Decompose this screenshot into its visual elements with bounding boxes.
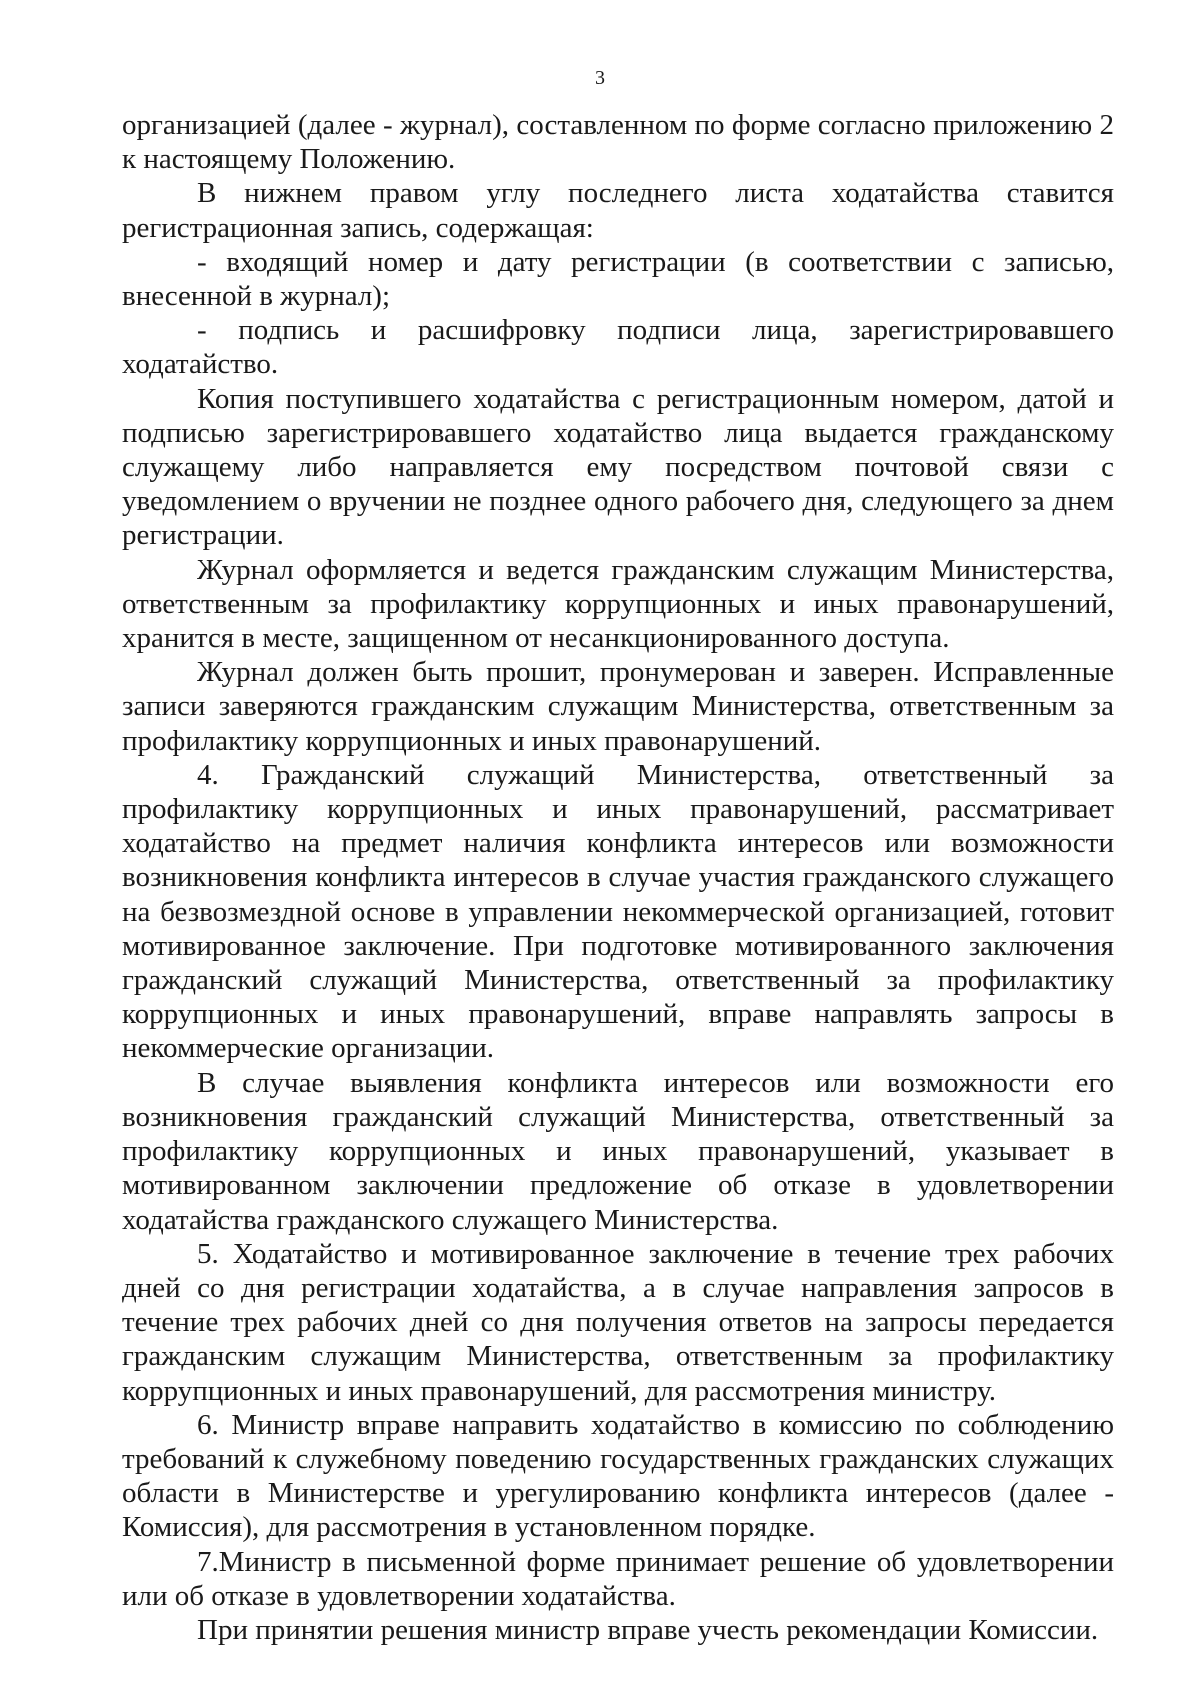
paragraph-conflict-case: В случае выявления конфликта интересов или возможности его возникновения гражданский служащий Министерства, ответственный за профилактику коррупционных и иных правонарушений, указывает в мотивированном заключении предложение об отказе в удовлетворении ходатайства гражданского служащего Министерства. bbox=[122, 1066, 1114, 1236]
paragraph-clause-6: 6. Министр вправе направить ходатайство в комиссию по соблюдению требований к служебному поведению государственных гражданских служащих области в Министерстве и урегулированию конфликта интересов (далее - Комиссия), для рассмотрения в установленном порядке. bbox=[122, 1408, 1114, 1544]
paragraph-copy-issuance: Копия поступившего ходатайства с регистрационным номером, датой и подписью зарегистрировавшего ходатайство лица выдается гражданскому служащему либо направляется ему посредством почтовой связи с уведомлением о вручении не позднее одного рабочего дня, следующего за днем регистрации. bbox=[122, 382, 1114, 552]
list-item-signature: - подпись и расшифровку подписи лица, зарегистрировавшего ходатайство. bbox=[122, 314, 1114, 381]
page-number: 3 bbox=[595, 67, 605, 89]
paragraph-clause-4: 4. Гражданский служащий Министерства, ответственный за профилактику коррупционных и иных правонарушений, рассматривает ходатайство на предмет наличия конфликта интересов или возможности возникновения конфликта интересов в случае участия гражданского служащего на безвозмездной основе в управлении некоммерческой организацией, готовит мотивированное заключение. При подготовке мотивированного заключения гражданский служащий Министерства, ответственный за профилактику коррупционных и иных правонарушений, вправе направлять запросы в некоммерческие организации. bbox=[122, 758, 1114, 1065]
list-item-incoming-number: - входящий номер и дату регистрации (в соответствии с записью, внесенной в журнал); bbox=[122, 245, 1114, 313]
paragraph-journal-maintenance: Журнал оформляется и ведется гражданским служащим Министерства, ответственным за профилактику коррупционных и иных правонарушений, хранится в месте, защищенном от несанкционированного доступа. bbox=[122, 553, 1114, 655]
paragraph-registration-record: В нижнем правом углу последнего листа ходатайства ставится регистрационная запись, содержащая: bbox=[122, 177, 1114, 244]
paragraph-clause-7: 7.Министр в письменной форме принимает решение об удовлетворении или об отказе в удовлетворении ходатайства. bbox=[122, 1545, 1114, 1612]
document-body bbox=[122, 108, 1114, 1647]
paragraph-commission-recommendations: При принятии решения министр вправе учесть рекомендации Комиссии. bbox=[197, 1613, 1099, 1646]
paragraph-journal-continuation: организацией (далее - журнал), составленном по форме согласно приложению 2 к настоящему Положению. bbox=[122, 109, 1114, 176]
paragraph-clause-5: 5. Ходатайство и мотивированное заключение в течение трех рабочих дней со дня регистрации ходатайства, а в случае направления запросов в течение трех рабочих дней со дня получения ответов на запросы передается гражданским служащим Министерства, ответственным за профилактику коррупционных и иных правонарушений, для рассмотрения министру. bbox=[122, 1237, 1114, 1407]
paragraph-journal-binding: Журнал должен быть прошит, пронумерован и заверен. Исправленные записи заверяются гражданским служащим Министерства, ответственным за профилактику коррупционных и иных правонарушений. bbox=[122, 656, 1114, 757]
